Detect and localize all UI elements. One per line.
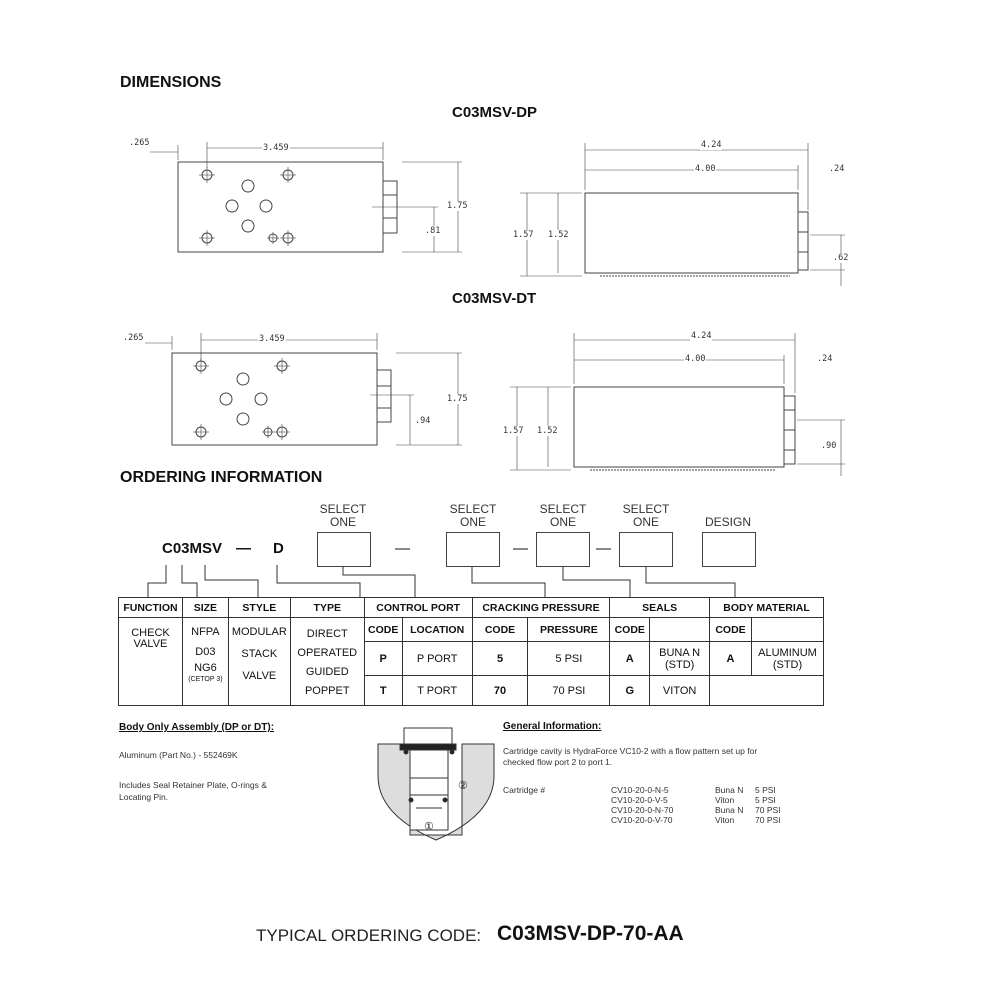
dp-top-view <box>150 142 462 252</box>
body-material-select-box[interactable] <box>619 532 673 567</box>
cracking-code-header: CODE <box>472 618 528 642</box>
control-port-select-box[interactable] <box>317 532 371 567</box>
cracking-code-5: 5 <box>472 642 528 676</box>
base-code: C03MSV <box>162 540 223 557</box>
control-code-header: CODE <box>364 618 402 642</box>
general-info-title: General Information: <box>503 721 602 732</box>
type-cell: DIRECT OPERATED GUIDED POPPET <box>290 618 364 706</box>
seals-code-a: A <box>610 642 650 676</box>
dt-side-height-inner-dim: 1.52 <box>537 426 558 436</box>
control-location-t: T PORT <box>402 676 472 706</box>
header-body-material: BODY MATERIAL <box>710 598 824 618</box>
select-label-2: SELECT ONE <box>449 502 497 529</box>
dt-model-title: C03MSV-DT <box>452 290 537 307</box>
dt-side-view <box>510 333 845 476</box>
dp-side-height-outer-dim: 1.57 <box>513 230 534 240</box>
code-dash-4: — <box>596 540 611 557</box>
typical-code-value: C03MSV-DP-70-AA <box>497 922 684 945</box>
list-item: CV10-20-0-V-70 Viton 70 PSI <box>611 815 781 825</box>
dp-side-length-total-dim: 4.24 <box>701 140 722 150</box>
cracking-pressure-header: PRESSURE <box>528 618 610 642</box>
material-desc-a: ALUMINUM (STD) <box>751 642 823 676</box>
material-code-header: CODE <box>710 618 752 642</box>
dp-width-dim: 3.459 <box>263 143 289 153</box>
select-label-4: SELECT ONE <box>622 502 670 529</box>
dt-width-dim: 3.459 <box>259 334 285 344</box>
code-dash-1: — <box>236 540 251 557</box>
dt-offset-dim: .265 <box>123 333 144 343</box>
list-item: CV10-20-0-V-5 Viton 5 PSI <box>611 795 776 805</box>
port-2-label: ② <box>458 780 468 792</box>
typical-code-label: TYPICAL ORDERING CODE: <box>256 926 482 945</box>
body-only-part: Aluminum (Part No.) - 552469K <box>119 750 238 760</box>
cartridge-label: Cartridge # <box>503 785 546 795</box>
body-only-includes-2: Locating Pin. <box>119 792 169 802</box>
list-item: CV10-20-0-N-70 Buna N 70 PSI <box>611 805 781 815</box>
header-size: SIZE <box>182 598 228 618</box>
dp-height-dim: 1.75 <box>447 201 468 211</box>
seals-select-box[interactable] <box>536 532 590 567</box>
dp-side-tip-dim: .24 <box>829 164 845 174</box>
dp-offset-dim: .265 <box>129 138 150 148</box>
header-function: FUNCTION <box>119 598 183 618</box>
table-header-row <box>119 598 824 618</box>
cracking-code-70: 70 <box>472 676 528 706</box>
dt-side-tip-dim: .24 <box>817 354 833 364</box>
cartridge-list <box>611 785 781 825</box>
seals-blank-header <box>650 618 710 642</box>
seals-desc-a: BUNA N (STD) <box>650 642 710 676</box>
control-location-header: LOCATION <box>402 618 472 642</box>
body-only-title: Body Only Assembly (DP or DT): <box>119 722 275 733</box>
seals-code-g: G <box>610 676 650 706</box>
dp-port-height-dim: .81 <box>425 226 441 236</box>
dt-side-length-total-dim: 4.24 <box>691 331 712 341</box>
dp-side-length-dim: 4.00 <box>695 164 716 174</box>
code-dash-3: — <box>513 540 528 557</box>
design-box <box>702 532 756 567</box>
cracking-pressure-select-box[interactable] <box>446 532 500 567</box>
control-location-p: P PORT <box>402 642 472 676</box>
dt-top-view <box>145 333 462 445</box>
dp-model-title: C03MSV-DP <box>452 104 538 121</box>
port-1-label: ① <box>424 821 434 833</box>
material-blank-header <box>751 618 823 642</box>
header-type: TYPE <box>290 598 364 618</box>
ordering-heading: ORDERING INFORMATION <box>120 469 323 486</box>
cracking-pressure-5: 5 PSI <box>528 642 610 676</box>
dt-height-dim: 1.75 <box>447 394 468 404</box>
dp-side-view <box>520 143 845 286</box>
header-style: STYLE <box>228 598 290 618</box>
body-only-includes-1: Includes Seal Retainer Plate, O-rings & <box>119 780 267 790</box>
material-code-a: A <box>710 642 752 676</box>
cartridge-section-drawing <box>378 728 494 840</box>
code-d: D <box>273 540 284 557</box>
select-label-1: SELECT ONE <box>319 502 367 529</box>
dp-side-port-dim: .62 <box>833 253 849 263</box>
header-cracking-pressure: CRACKING PRESSURE <box>472 598 610 618</box>
ordering-table <box>118 597 824 706</box>
dp-side-height-inner-dim: 1.52 <box>548 230 569 240</box>
seals-desc-g: VITON <box>650 676 710 706</box>
ordering-leader-lines <box>148 565 735 598</box>
control-code-p: P <box>364 642 402 676</box>
code-dash-2: — <box>395 540 410 557</box>
style-cell: MODULAR STACK VALVE <box>228 618 290 706</box>
material-blank-cell <box>710 676 824 706</box>
dt-side-port-dim: .90 <box>821 441 837 451</box>
dt-side-height-outer-dim: 1.57 <box>503 426 524 436</box>
function-cell: CHECK VALVE <box>119 618 183 706</box>
cracking-pressure-70: 70 PSI <box>528 676 610 706</box>
dt-port-height-dim: .94 <box>415 416 431 426</box>
dt-side-length-dim: 4.00 <box>685 354 706 364</box>
select-label-3: SELECT ONE <box>539 502 587 529</box>
table-sub-header-row <box>119 618 824 642</box>
general-info-line-2: checked flow port 2 to port 1. <box>503 757 613 767</box>
general-info-line-1: Cartridge cavity is HydraForce VC10-2 with a flow pattern set up for <box>503 746 758 756</box>
control-code-t: T <box>364 676 402 706</box>
header-control-port: CONTROL PORT <box>364 598 472 618</box>
dimensions-heading: DIMENSIONS <box>120 74 222 91</box>
seals-code-header: CODE <box>610 618 650 642</box>
header-seals: SEALS <box>610 598 710 618</box>
list-item: CV10-20-0-N-5 Buna N 5 PSI <box>611 785 776 795</box>
size-cell: NFPA D03 NG6 (CETOP 3) <box>182 618 228 706</box>
design-label: DESIGN <box>704 515 751 529</box>
